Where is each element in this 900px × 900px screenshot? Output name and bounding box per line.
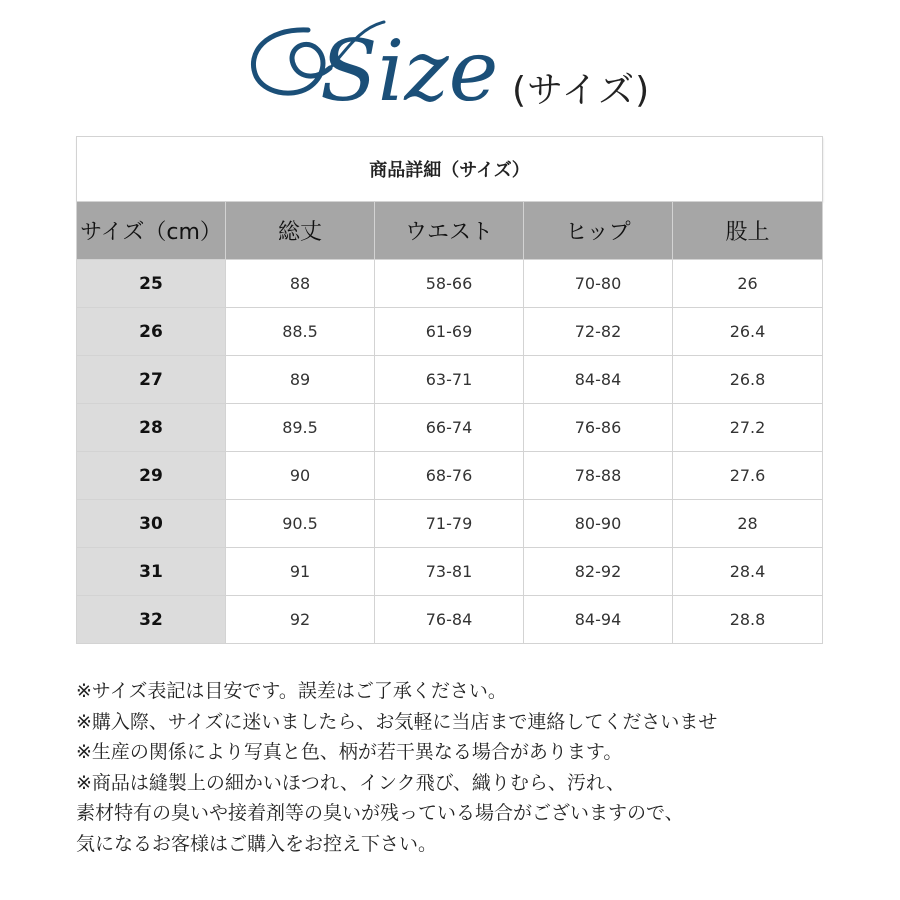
cell-length: 88 bbox=[226, 260, 375, 308]
table-row bbox=[77, 356, 823, 404]
cell-size: 30 bbox=[77, 500, 226, 548]
cell-rise: 28.8 bbox=[673, 596, 823, 644]
header-rise: 股上 bbox=[673, 202, 823, 260]
cell-waist: 61-69 bbox=[375, 308, 524, 356]
logo-swash bbox=[253, 30, 330, 93]
cell-waist: 71-79 bbox=[375, 500, 524, 548]
cell-length: 91 bbox=[226, 548, 375, 596]
cell-length: 90.5 bbox=[226, 500, 375, 548]
cell-hip: 80-90 bbox=[524, 500, 673, 548]
cell-size: 29 bbox=[77, 452, 226, 500]
cell-hip: 84-94 bbox=[524, 596, 673, 644]
table-row bbox=[77, 260, 823, 308]
cell-length: 90 bbox=[226, 452, 375, 500]
cell-waist: 58-66 bbox=[375, 260, 524, 308]
table-header-row bbox=[77, 202, 823, 260]
cell-waist: 63-71 bbox=[375, 356, 524, 404]
cell-hip: 82-92 bbox=[524, 548, 673, 596]
size-table bbox=[76, 136, 823, 644]
cell-rise: 27.6 bbox=[673, 452, 823, 500]
cell-size: 31 bbox=[77, 548, 226, 596]
cell-waist: 76-84 bbox=[375, 596, 524, 644]
cell-waist: 66-74 bbox=[375, 404, 524, 452]
cell-rise: 26 bbox=[673, 260, 823, 308]
cell-rise: 28 bbox=[673, 500, 823, 548]
table-row bbox=[77, 308, 823, 356]
cell-hip: 76-86 bbox=[524, 404, 673, 452]
cell-rise: 27.2 bbox=[673, 404, 823, 452]
table-body bbox=[77, 260, 823, 644]
note-line: ※生産の関係により写真と色、柄が若干異なる場合があります。 bbox=[76, 741, 623, 763]
cell-rise: 26.8 bbox=[673, 356, 823, 404]
header-hip: ヒップ bbox=[524, 202, 673, 260]
table-caption: 商品詳細（サイズ） bbox=[77, 137, 823, 202]
cell-length: 92 bbox=[226, 596, 375, 644]
note-line: ※購入際、サイズに迷いましたら、お気軽に当店まで連絡してくださいませ bbox=[76, 710, 718, 733]
cell-rise: 26.4 bbox=[673, 308, 823, 356]
cell-hip: 70-80 bbox=[524, 260, 673, 308]
cell-hip: 78-88 bbox=[524, 452, 673, 500]
cell-waist: 73-81 bbox=[375, 548, 524, 596]
header-waist: ウエスト bbox=[375, 202, 524, 260]
cell-length: 88.5 bbox=[226, 308, 375, 356]
table-row bbox=[77, 500, 823, 548]
table-row bbox=[77, 548, 823, 596]
cell-size: 32 bbox=[77, 596, 226, 644]
cell-size: 26 bbox=[77, 308, 226, 356]
notes-section bbox=[76, 676, 876, 859]
cell-size: 27 bbox=[77, 356, 226, 404]
cell-size: 25 bbox=[77, 260, 226, 308]
table-caption-row bbox=[77, 137, 823, 202]
title-banner bbox=[0, 0, 900, 130]
header-size: サイズ（cm） bbox=[77, 202, 226, 260]
table-row bbox=[77, 452, 823, 500]
cell-hip: 72-82 bbox=[524, 308, 673, 356]
note-line: ※商品は縫製上の細かいほつれ、インク飛び、織りむら、汚れ、 bbox=[76, 771, 626, 794]
cell-hip: 84-84 bbox=[524, 356, 673, 404]
table-row bbox=[77, 404, 823, 452]
cell-length: 89.5 bbox=[226, 404, 375, 452]
title-subtitle: (サイズ) bbox=[512, 70, 651, 111]
cell-length: 89 bbox=[226, 356, 375, 404]
note-line: ※サイズ表記は目安です。誤差はご了承ください。 bbox=[76, 680, 507, 702]
cell-waist: 68-76 bbox=[375, 452, 524, 500]
header-length: 総丈 bbox=[226, 202, 375, 260]
size-logo bbox=[246, 8, 516, 118]
cell-rise: 28.4 bbox=[673, 548, 823, 596]
cell-size: 28 bbox=[77, 404, 226, 452]
note-line: 気になるお客様はご購入をお控え下さい。 bbox=[76, 832, 438, 855]
table-row bbox=[77, 596, 823, 644]
logo-text: Size bbox=[320, 22, 499, 118]
note-line: 素材特有の臭いや接着剤等の臭いが残っている場合がございますので、 bbox=[76, 802, 684, 824]
